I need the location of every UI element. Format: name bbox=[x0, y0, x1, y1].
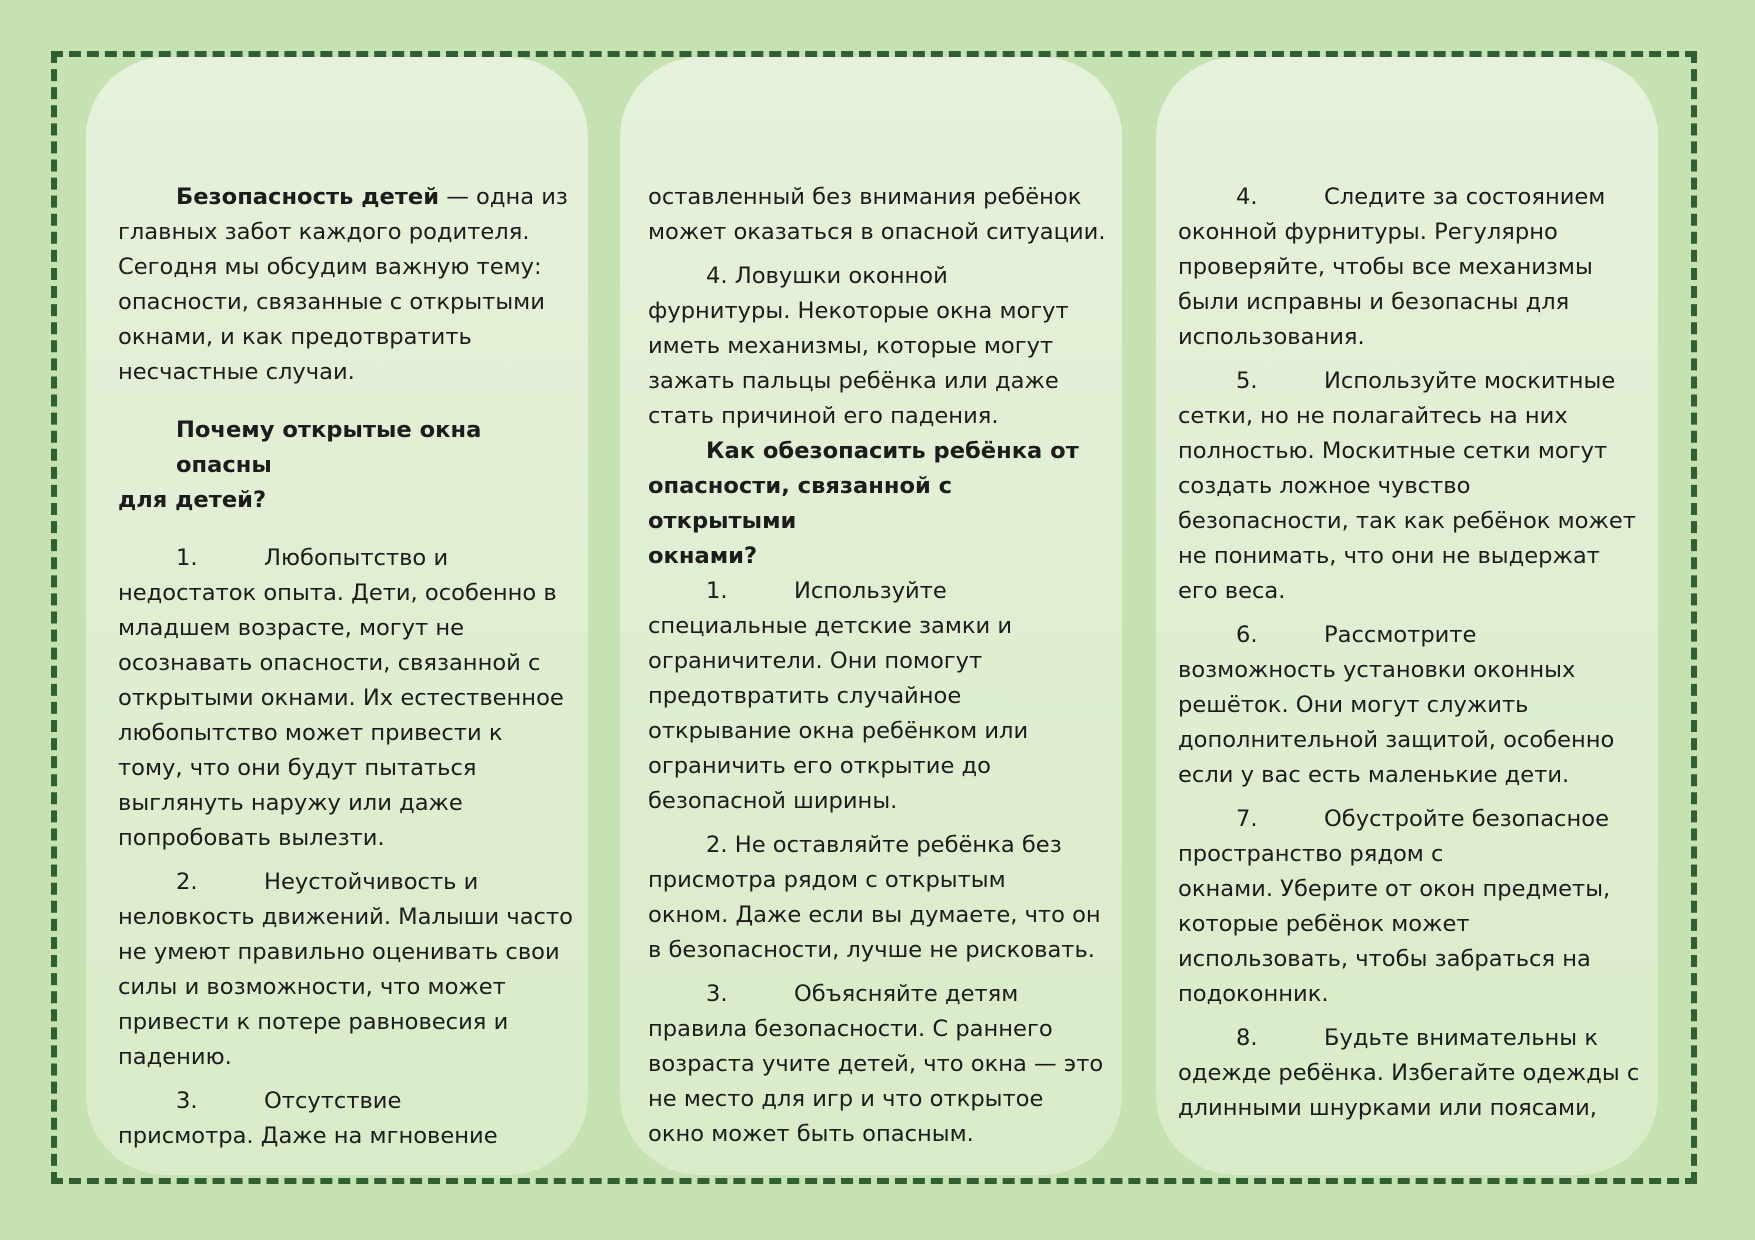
item-2-line: привести к потере равновесия и bbox=[118, 1009, 509, 1035]
tip-3-line: не место для игр и что открытое bbox=[648, 1086, 1044, 1112]
tip-1-line: открывание окна ребёнком или bbox=[648, 718, 1029, 744]
tip-4-line: были исправны и безопасны для bbox=[1178, 289, 1570, 315]
intro-line: несчастные случаи. bbox=[118, 359, 355, 385]
tip-4-line: использования. bbox=[1178, 324, 1365, 350]
tip-2-line: в безопасности, лучше не рисковать. bbox=[648, 937, 1095, 963]
tip-1-line: специальные детские замки и bbox=[648, 613, 1013, 639]
panel-right bbox=[1156, 57, 1658, 1175]
heading-how-protect-3: окнами? bbox=[648, 543, 758, 569]
column-1-text bbox=[118, 180, 574, 1154]
tip-1-line: ограничители. Они помогут bbox=[648, 648, 983, 674]
intro-first-line bbox=[118, 180, 574, 215]
continued-line: может оказаться в опасной ситуации. bbox=[648, 219, 1106, 245]
item-1-line: выглянуть наружу или даже bbox=[118, 790, 463, 816]
tip-2-first: 2. Не оставляйте ребёнка без bbox=[706, 832, 1062, 858]
tip-1-line: предотвратить случайное bbox=[648, 683, 962, 709]
tip-5-line: безопасности, так как ребёнок может bbox=[1178, 508, 1636, 534]
item-1-first: 1. Любопытство и bbox=[176, 545, 449, 571]
item-3-line: присмотра. Даже на мгновение bbox=[118, 1123, 498, 1149]
tip-4-line: проверяйте, чтобы все механизмы bbox=[1178, 254, 1593, 280]
tip-5-line: полностью. Москитные сетки могут bbox=[1178, 438, 1608, 464]
tip-3-line: окно может быть опасным. bbox=[648, 1121, 974, 1147]
item-1-line: осознавать опасности, связанной с bbox=[118, 650, 541, 676]
item-2-first: 2. Неустойчивость и bbox=[176, 869, 479, 895]
item-2-line: неловкость движений. Малыши часто bbox=[118, 904, 573, 930]
tip-6-line: если у вас есть маленькие дети. bbox=[1178, 762, 1570, 788]
tip-7-line: использовать, чтобы забраться на bbox=[1178, 946, 1591, 972]
tip-6-first: 6. Рассмотрите bbox=[1236, 622, 1477, 648]
item-4-line: зажать пальцы ребёнка или даже bbox=[648, 368, 1059, 394]
tip-7-line: подоконник. bbox=[1178, 981, 1329, 1007]
continued-line: оставленный без внимания ребёнок bbox=[648, 184, 1082, 210]
heading-why-dangerous: Почему открытые окна опасны bbox=[176, 417, 482, 478]
item-2-line: падению. bbox=[118, 1044, 232, 1070]
intro-rest: — одна из bbox=[439, 184, 568, 210]
tip-6-line: решёток. Они могут служить bbox=[1178, 692, 1529, 718]
tip-8-line: длинными шнурками или поясами, bbox=[1178, 1095, 1597, 1121]
tip-5-line: создать ложное чувство bbox=[1178, 473, 1471, 499]
column-2-text bbox=[648, 180, 1108, 1152]
tip-1-line: безопасной ширины. bbox=[648, 788, 898, 814]
item-4-first: 4. Ловушки оконной bbox=[706, 263, 948, 289]
item-4-line: фурнитуры. Некоторые окна могут bbox=[648, 298, 1069, 324]
tip-8-first: 8. Будьте внимательны к bbox=[1236, 1025, 1598, 1051]
intro-line: Сегодня мы обсудим важную тему: bbox=[118, 254, 542, 280]
tip-4-first: 4. Следите за состоянием bbox=[1236, 184, 1606, 210]
tip-5-first: 5. Используйте москитные bbox=[1236, 368, 1616, 394]
heading-why-dangerous-2: для детей? bbox=[118, 487, 267, 513]
item-1-line: попробовать вылезти. bbox=[118, 825, 385, 851]
item-2-line: не умеют правильно оценивать свои bbox=[118, 939, 560, 965]
column-3-text bbox=[1178, 180, 1644, 1126]
tip-8-line: одежде ребёнка. Избегайте одежды с bbox=[1178, 1060, 1640, 1086]
tip-1-first: 1. Используйте bbox=[706, 578, 947, 604]
tip-5-line: его веса. bbox=[1178, 578, 1286, 604]
tip-6-line: дополнительной защитой, особенно bbox=[1178, 727, 1615, 753]
item-1-line: открытыми окнами. Их естественное bbox=[118, 685, 564, 711]
tip-2-line: присмотра рядом с открытым bbox=[648, 867, 1006, 893]
intro-line: главных забот каждого родителя. bbox=[118, 219, 530, 245]
tip-4-line: оконной фурнитуры. Регулярно bbox=[1178, 219, 1558, 245]
tip-5-line: сетки, но не полагайтесь на них bbox=[1178, 403, 1568, 429]
item-1-line: любопытство может привести к bbox=[118, 720, 503, 746]
panel-left bbox=[86, 57, 588, 1175]
tip-3-line: правила безопасности. С раннего bbox=[648, 1016, 1053, 1042]
item-1-line: недостаток опыта. Дети, особенно в bbox=[118, 580, 557, 606]
item-3-first: 3. Отсутствие bbox=[176, 1088, 402, 1114]
intro-bold: Безопасность детей bbox=[176, 184, 440, 210]
heading-how-protect: Как обезопасить ребёнка от bbox=[706, 438, 1079, 464]
tip-7-line: пространство рядом с bbox=[1178, 841, 1444, 867]
tip-3-first: 3. Объясняйте детям bbox=[706, 981, 1019, 1007]
intro-line: окнами, и как предотвратить bbox=[118, 324, 472, 350]
tip-1-line: ограничить его открытие до bbox=[648, 753, 991, 779]
tip-7-line: которые ребёнок может bbox=[1178, 911, 1470, 937]
tip-7-first: 7. Обустройте безопасное bbox=[1236, 806, 1609, 832]
tip-5-line: не понимать, что они не выдержат bbox=[1178, 543, 1600, 569]
tip-3-line: возраста учите детей, что окна — это bbox=[648, 1051, 1104, 1077]
panel-middle bbox=[620, 57, 1122, 1175]
item-4-line: стать причиной его падения. bbox=[648, 403, 999, 429]
heading-how-protect-2: опасности, связанной с открытыми bbox=[648, 473, 953, 534]
intro-line: опасности, связанные с открытыми bbox=[118, 289, 545, 315]
item-1-line: тому, что они будут пытаться bbox=[118, 755, 477, 781]
item-1-line: младшем возрасте, могут не bbox=[118, 615, 465, 641]
item-4-line: иметь механизмы, которые могут bbox=[648, 333, 1054, 359]
tip-6-line: возможность установки оконных bbox=[1178, 657, 1576, 683]
tip-7-line: окнами. Уберите от окон предметы, bbox=[1178, 876, 1611, 902]
item-2-line: силы и возможности, что может bbox=[118, 974, 506, 1000]
tip-2-line: окном. Даже если вы думаете, что он bbox=[648, 902, 1101, 928]
